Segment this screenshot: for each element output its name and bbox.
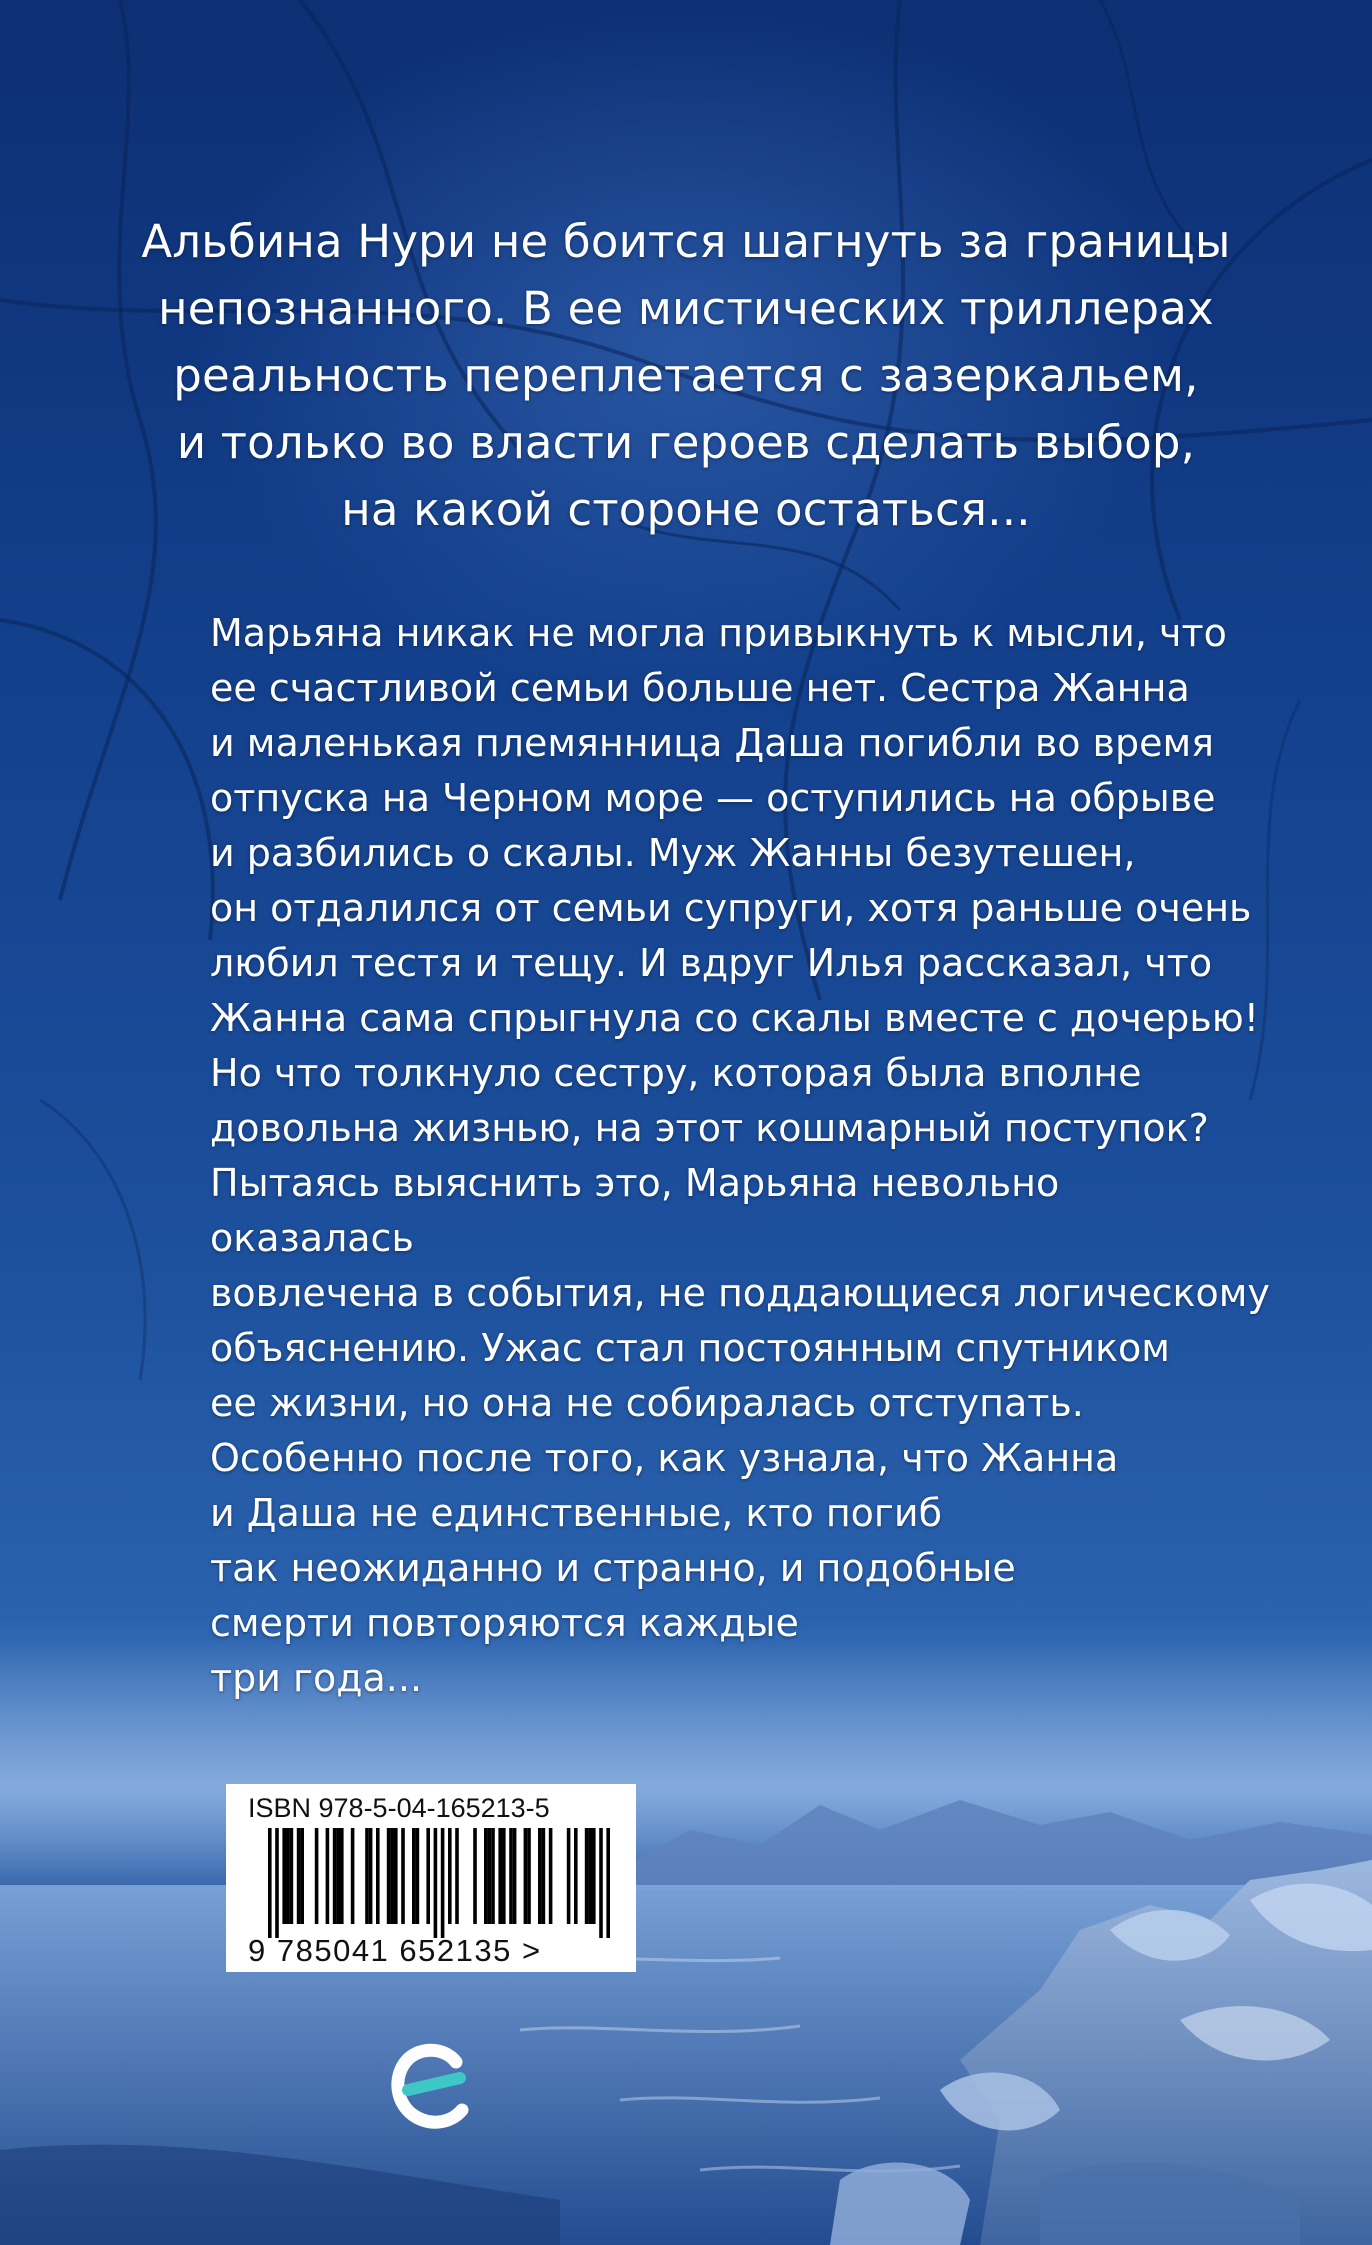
- barcode-bar: [524, 1828, 528, 1924]
- barcode-bar: [606, 1828, 610, 1938]
- barcode-bar: [290, 1828, 294, 1924]
- author-intro-text: Альбина Нури не боится шагнуть за границы непознанного. В ее мистических триллерах реальность переплетается с зазеркальем, и только во власти героев сделать выбор, на какой стороне остаться...: [141, 215, 1231, 536]
- barcode-bar: [387, 1828, 391, 1924]
- barcode-bar: [365, 1828, 369, 1924]
- barcode-bar: [448, 1828, 452, 1924]
- barcode-bar: [513, 1828, 517, 1924]
- eksmo-logo-icon: [386, 2032, 478, 2144]
- barcode-bar: [286, 1828, 290, 1924]
- barcode-bar: [416, 1828, 420, 1924]
- barcode-bar: [336, 1828, 340, 1924]
- isbn-label: ISBN 978-5-04-165213-5: [248, 1793, 550, 1823]
- barcode-bar: [315, 1828, 319, 1924]
- barcode-bar: [549, 1828, 553, 1924]
- barcode-bar: [268, 1828, 272, 1938]
- barcode-bar: [412, 1828, 416, 1924]
- barcode-bar: [592, 1828, 596, 1924]
- barcode-bar: [585, 1828, 589, 1924]
- barcode-bar: [434, 1828, 438, 1938]
- barcode-bar: [502, 1828, 506, 1924]
- barcode-bar: [455, 1828, 459, 1924]
- barcode-bar: [567, 1828, 571, 1924]
- barcode-bar: [376, 1828, 380, 1924]
- barcode-bar: [426, 1828, 430, 1924]
- barcode-bar: [326, 1828, 330, 1924]
- barcode-bar: [542, 1828, 546, 1924]
- barcode-bar: [484, 1828, 488, 1924]
- barcode-bar: [441, 1828, 445, 1938]
- barcode-bar: [491, 1828, 495, 1924]
- barcode-bar: [509, 1828, 513, 1924]
- barcode-bar: [401, 1828, 405, 1924]
- barcode-bar: [574, 1828, 578, 1924]
- barcode-bar: [333, 1828, 337, 1924]
- barcode-bar: [300, 1828, 304, 1924]
- barcode-bar: [351, 1828, 355, 1924]
- barcode-bar: [473, 1828, 477, 1924]
- barcode-bar: [297, 1828, 301, 1924]
- barcode-bar: [498, 1828, 502, 1924]
- barcode-bar: [282, 1828, 286, 1924]
- barcode-digits: 9 785041 652135 >: [248, 1933, 542, 1968]
- book-annotation-text: Марьяна никак не могла привыкнуть к мысли, что ее счастливой семьи больше нет. Сестра Жанна и маленькая племянница Даша погибли во время отпуска на Черном море — оступились на обрыве и разбились о скалы. Муж Жанны безутешен, он отдалился от семьи супруги, хотя раньше очень любил тестя и тещу. И вдруг Илья рассказал, что Жанна сама спрыгнула со скалы вместе с дочерью! Но что толкнуло сестру, которая была вполне довольна жизнью, на этот кошмарный поступок? Пытаясь выяснить это, Марьяна невольно оказалась вовлечена в события, не поддающиеся логическому объяснению. Ужас стал постоянным спутником ее жизни, но она не собиралась отступать. Особенно после того, как узнала, что Жанна и Даша не единственные, кто погиб так неожиданно и странно, и подобные смерти повторяются каждые три года...: [210, 611, 1270, 1700]
- barcode-bar: [538, 1828, 542, 1924]
- barcode-bar: [588, 1828, 592, 1924]
- barcode-bar: [527, 1828, 531, 1924]
- barcode-bar: [275, 1828, 279, 1938]
- barcode-bar: [394, 1828, 398, 1924]
- barcode-bar: [488, 1828, 492, 1924]
- isbn-barcode: [226, 1784, 636, 1972]
- barcode-bar: [390, 1828, 394, 1924]
- barcode-bar: [599, 1828, 603, 1938]
- barcode-bar: [340, 1828, 344, 1924]
- barcode-bar: [369, 1828, 373, 1924]
